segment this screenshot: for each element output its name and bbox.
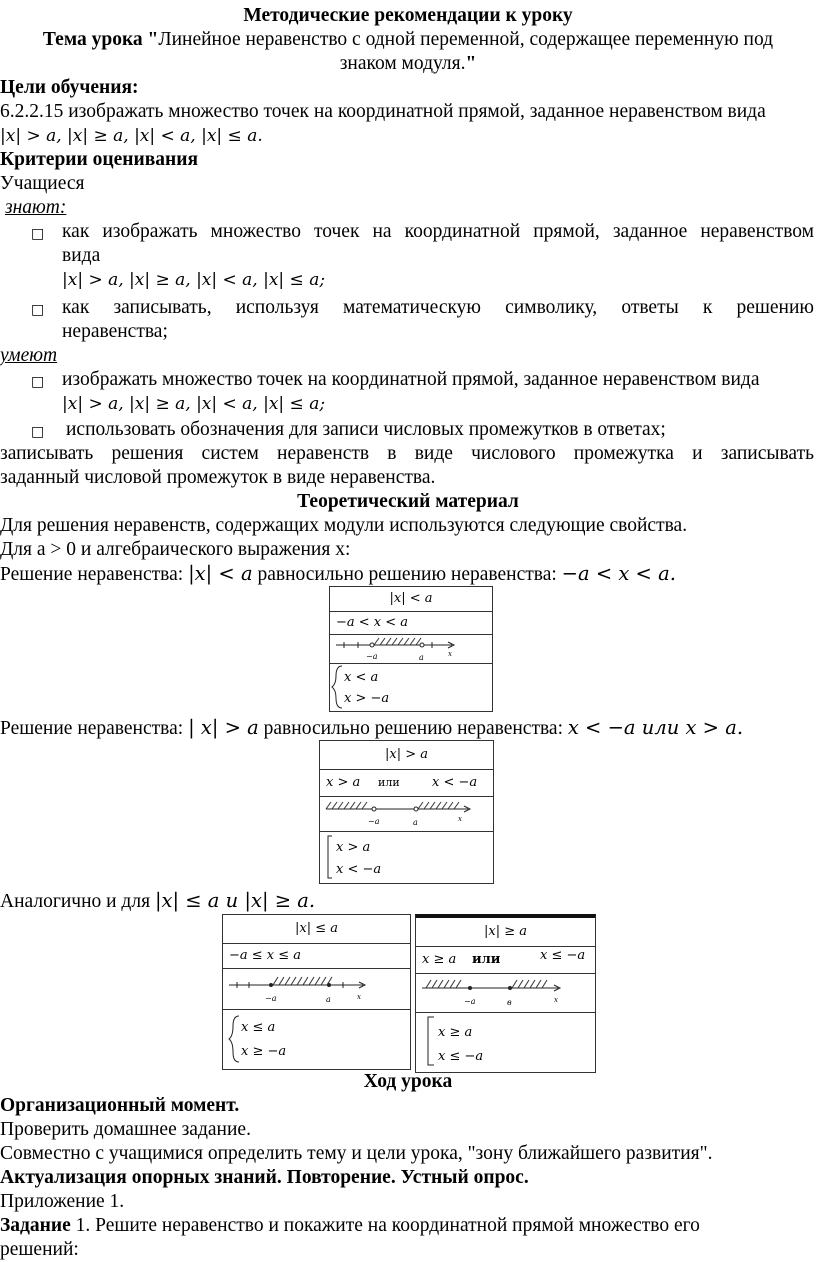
goals-line2: |x| > a, |x| ≥ a, |x| < a, |x| ≤ a. xyxy=(0,126,263,146)
figure-abs-less xyxy=(329,586,493,712)
actual-heading: Актуализация опорных знаний. Повторение. Устный опрос. xyxy=(0,1167,529,1188)
lesson-topic-line1 xyxy=(0,28,816,52)
similar-math: |x| ≤ a и |x| ≥ a. xyxy=(154,889,316,912)
label-neg-a: −a xyxy=(265,994,277,1003)
or-label: или xyxy=(472,952,501,967)
figure-system xyxy=(416,1013,595,1071)
figure-inequality xyxy=(320,770,493,797)
inequality-right: x ≤ −a xyxy=(540,948,586,963)
label-x: x xyxy=(554,996,558,1004)
figure-header: |x| > a xyxy=(320,741,493,770)
page-title: Методические рекомендации к уроку xyxy=(243,5,573,26)
know-item2-line1: как записывать, используя математическую символику, ответы к решению xyxy=(62,297,814,318)
similar-prefix: Аналогично и для xyxy=(0,891,155,912)
goals-heading: Цели обучения: xyxy=(0,77,139,98)
rule2-math2: x < −a или x > a. xyxy=(567,716,744,739)
system-line2: x ≤ −a xyxy=(438,1049,484,1064)
inequality-right: x < −a xyxy=(432,775,478,790)
inequality-left: x ≥ a xyxy=(422,952,457,967)
bullet-icon: □ xyxy=(31,226,45,242)
label-a: a xyxy=(413,818,418,827)
theory-line1: Для решения неравенств, содержащих модули используются следующие свойства. xyxy=(0,515,688,536)
number-line xyxy=(223,969,410,1010)
can-line4: заданный числовой промежуток в виде неравенства. xyxy=(0,467,436,488)
know-item1-line1: как изображать множество точек на координатной прямой, заданное неравенством xyxy=(62,221,814,242)
label-neg-a: −a xyxy=(366,652,378,661)
system-line1: x ≤ a xyxy=(241,1020,276,1035)
rule1 xyxy=(0,562,676,587)
rule1-math: |x| < a xyxy=(188,562,253,585)
label-a: a xyxy=(419,653,424,662)
label-neg-a: −a xyxy=(368,817,380,826)
can-item2: использовать обозначения для записи числовых промежутков в ответах; xyxy=(66,419,666,440)
rule1-mid: равносильно решению неравенства: xyxy=(252,564,562,585)
rule2 xyxy=(0,716,743,741)
rule2-prefix: Решение неравенства: xyxy=(0,718,189,739)
appendix-label: Приложение 1. xyxy=(0,1191,125,1212)
number-line xyxy=(320,797,493,832)
rule1-math2: −a < x < a. xyxy=(561,562,676,585)
system-line2: x < −a xyxy=(336,862,382,877)
figure-system xyxy=(320,832,493,882)
goals-line1: 6.2.2.15 изображать множество точек на координатной прямой, заданное неравенством вида xyxy=(0,101,766,122)
theory-heading: Теоретический материал xyxy=(297,491,519,512)
figure-inequality: −a < x < a xyxy=(330,612,492,635)
inequality-left: x > a xyxy=(326,775,361,790)
label-x: x xyxy=(458,815,462,823)
can-item1-line2: |x| > a, |x| ≥ a, |x| < a, |x| ≤ a; xyxy=(62,394,326,414)
org-line1: Проверить домашнее задание. xyxy=(0,1119,251,1140)
figure-abs-greater xyxy=(319,740,494,884)
or-label: или xyxy=(378,776,400,789)
figure-inequality: −a ≤ x ≤ a xyxy=(223,944,410,969)
figure-abs-less-equal xyxy=(222,914,411,1070)
task-text: 1. Решите неравенство и покажите на координатной прямой множество его xyxy=(70,1215,700,1236)
bullet-icon: □ xyxy=(31,424,45,440)
task-line2: решений: xyxy=(0,1239,79,1260)
bullet-icon: □ xyxy=(31,374,45,390)
system-line1: x > a xyxy=(336,840,371,855)
know-item1-line3: |x| > a, |x| ≥ a, |x| < a, |x| ≤ a; xyxy=(62,270,326,290)
topic-text-1: Линейное неравенство с одной переменной, содержащее переменную под xyxy=(158,29,774,50)
figure-abs-greater-equal xyxy=(415,914,596,1073)
label-x: x xyxy=(448,650,452,658)
can-line3: записывать решения систем неравенств в виде числового промежутка и записывать xyxy=(0,443,814,464)
lesson-heading: Ход урока xyxy=(363,1071,453,1092)
bullet-icon: □ xyxy=(31,302,45,318)
label-a: a xyxy=(326,995,331,1004)
know-item1-line2: вида xyxy=(62,245,101,266)
task-label: Задание xyxy=(0,1215,71,1236)
system-line2: x ≥ −a xyxy=(241,1044,287,1059)
system-line1: x ≥ a xyxy=(438,1025,473,1040)
label-a: в xyxy=(507,998,512,1007)
can-item1-line1: изображать множество точек на координатной прямой, заданное неравенством вида xyxy=(62,369,760,390)
rule2-math: | x| > a xyxy=(188,716,259,739)
task-line xyxy=(0,1214,700,1238)
topic-label: Тема урока " xyxy=(42,29,159,50)
label-neg-a: −a xyxy=(464,997,476,1006)
system-line2: x > −a xyxy=(344,691,390,706)
similar-line xyxy=(0,889,315,914)
figure-inequality xyxy=(416,947,595,974)
number-line xyxy=(330,635,492,664)
figure-system xyxy=(330,664,492,710)
topic-text-2: знаком модуля. xyxy=(339,53,466,74)
theory-line2: Для a > 0 и алгебраического выражения x: xyxy=(0,539,351,560)
figure-header: |x| ≤ a xyxy=(223,915,410,944)
lesson-topic-line2 xyxy=(0,52,816,76)
rule1-prefix: Решение неравенства: xyxy=(0,564,189,585)
figure-header: |x| ≥ a xyxy=(416,918,595,947)
rule2-mid: равносильно решению неравенства: xyxy=(258,718,568,739)
label-x: x xyxy=(357,993,361,1001)
number-line xyxy=(416,974,595,1013)
know-item2-line2: неравенства; xyxy=(62,321,168,342)
figure-header: |x| < a xyxy=(330,587,492,612)
know-label: знают: xyxy=(5,197,67,218)
students-label: Учащиеся xyxy=(0,173,85,194)
org-heading: Организационный момент. xyxy=(0,1095,240,1116)
criteria-heading: Критерии оценивания xyxy=(0,149,199,170)
system-line1: x < a xyxy=(344,670,379,685)
topic-close: " xyxy=(465,53,477,74)
org-line2: Совместно с учащимися определить тему и цели урока, "зону ближайшего развития". xyxy=(0,1143,713,1164)
figure-system xyxy=(223,1010,410,1068)
can-label: умеют xyxy=(0,345,58,366)
